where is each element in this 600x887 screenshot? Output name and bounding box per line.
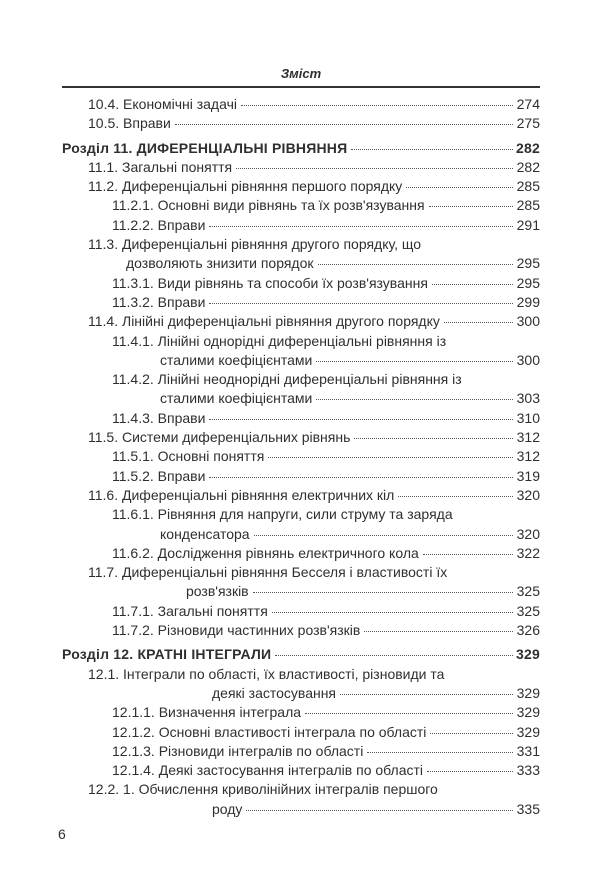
toc-page-number: 295	[516, 255, 540, 272]
toc-entry-title: Диференціальні рівняння Бесселя і властивості їх	[122, 564, 448, 581]
toc-entry-number: 11.4.1.	[112, 332, 154, 349]
toc-entry-title: Дослідження рівнянь електричного кола	[157, 544, 419, 561]
toc-page-number: 312	[516, 448, 540, 465]
toc-entry-number: 11.3.	[88, 236, 119, 253]
toc-entry-number: 11.2.2.	[112, 216, 154, 233]
toc-entry-title: Рівняння для напруги, сили струму та заряда	[157, 506, 453, 523]
toc-page-number: 329	[516, 723, 540, 740]
toc-entry-number: 11.6.	[88, 486, 119, 503]
toc-entry-number: 11.3.1.	[112, 274, 154, 291]
toc-entry-title-continuation: сталими коефіцієнтами	[160, 390, 313, 407]
toc-entry[interactable]	[62, 544, 540, 563]
toc-entry-continuation[interactable]	[62, 525, 540, 544]
toc-entry[interactable]	[62, 95, 540, 114]
toc-entry[interactable]	[62, 505, 540, 524]
dot-leader	[398, 496, 513, 497]
toc-entry-title: Основні поняття	[157, 448, 265, 465]
dot-leader	[254, 535, 513, 536]
toc-entry-title: Загальні поняття	[122, 158, 233, 175]
dot-leader	[253, 592, 513, 593]
toc-entry[interactable]	[62, 274, 540, 293]
toc-page-number: 325	[516, 602, 540, 619]
toc-entry-title: Різновиди частинних розв'язків	[157, 622, 361, 639]
toc-entry-title: Інтеграли по області, їх властивості, різновиди та	[123, 665, 445, 682]
header-rule	[62, 86, 540, 88]
toc-entry-number: 12.1.1.	[112, 704, 155, 721]
dot-leader	[351, 149, 513, 150]
toc-entry-title-continuation: розв'язків	[186, 583, 249, 600]
dot-leader	[272, 612, 513, 613]
dot-leader	[340, 694, 513, 695]
toc-entry[interactable]	[62, 216, 540, 235]
toc-page-number: 299	[516, 293, 540, 310]
toc-page-number: 319	[516, 467, 540, 484]
toc-entry-title: Різновиди інтегралів по області	[158, 742, 364, 759]
toc-entry-title: Основні види рівнянь та їх розв'язування	[157, 197, 425, 214]
toc-page-number: 333	[516, 762, 540, 779]
toc-entry-title: Види рівнянь та способи їх розв'язування	[157, 274, 428, 291]
dot-leader	[305, 713, 513, 714]
dot-leader	[241, 105, 513, 106]
toc-page-number: 285	[516, 197, 540, 214]
toc-entry-number: 11.3.2.	[112, 293, 154, 310]
toc-entry-title: Вправи	[123, 115, 171, 132]
toc-page-number: 320	[516, 525, 540, 542]
toc-entry-continuation[interactable]	[62, 684, 540, 703]
toc-page-number: 300	[516, 351, 540, 368]
toc-entry-title: Лінійні неоднорідні диференціальні рівняння із	[157, 371, 462, 388]
toc-entry-title: Диференціальні рівняння електричних кіл	[122, 486, 395, 503]
toc-chapter-entry[interactable]	[62, 139, 540, 158]
toc-page-number: 335	[516, 800, 540, 817]
dot-leader	[316, 399, 513, 400]
toc-entry[interactable]	[62, 742, 540, 761]
dot-leader	[354, 438, 513, 439]
toc-entry[interactable]	[62, 723, 540, 742]
toc-page-number: 322	[516, 544, 540, 561]
dot-leader	[209, 303, 513, 304]
toc-entry[interactable]	[62, 447, 540, 466]
toc-entry-number: 11.5.	[88, 429, 119, 446]
toc-page-number: 285	[516, 178, 540, 195]
toc-entry-continuation[interactable]	[62, 389, 540, 408]
toc-page-number: 326	[516, 622, 540, 639]
toc-entry-title: Економічні задачі	[123, 96, 237, 112]
toc-page-number: 295	[516, 274, 540, 291]
toc-page-number: 300	[516, 313, 540, 330]
toc-entry-title: ДИФЕРЕНЦІАЛЬНІ РІВНЯННЯ	[136, 139, 348, 156]
toc-page-number: 312	[516, 429, 540, 446]
toc-entry-number: 12.1.2.	[112, 723, 155, 740]
dot-leader	[209, 226, 513, 227]
toc-entry-number: 12.1.4.	[112, 762, 155, 779]
toc-page-number: 275	[516, 115, 540, 132]
toc-entry-number: 11.2.1.	[112, 197, 154, 214]
toc-page-number: 310	[516, 409, 540, 426]
toc-entry-number: 10.5.	[88, 115, 120, 132]
toc-entry-continuation[interactable]	[62, 582, 540, 601]
toc-entry-title-continuation: дозволяють знизити порядок	[126, 255, 314, 272]
toc-entry[interactable]	[62, 761, 540, 780]
toc-page-number: 329	[516, 684, 540, 701]
toc-page-number: 331	[516, 742, 540, 759]
dot-leader	[406, 187, 513, 188]
toc-entry[interactable]	[62, 665, 540, 684]
toc-entry-title-continuation: деякі застосування	[212, 684, 337, 701]
toc-entry-continuation[interactable]	[62, 800, 540, 819]
dot-leader	[429, 206, 513, 207]
dot-leader	[316, 361, 513, 362]
toc-entry[interactable]	[62, 780, 540, 799]
toc-entry-number: 11.6.1.	[112, 506, 154, 523]
toc-entry[interactable]	[62, 602, 540, 621]
toc-entry-number: 11.6.2.	[112, 544, 154, 561]
dot-leader	[423, 554, 513, 555]
toc-page-number: 303	[516, 390, 540, 407]
toc-entry-number: 11.5.1.	[112, 448, 154, 465]
toc-entry-title: Визначення інтеграла	[158, 704, 302, 721]
toc-entry-continuation[interactable]	[62, 254, 540, 273]
toc-entry-number: 11.5.2.	[112, 467, 154, 484]
toc-entry[interactable]	[62, 467, 540, 486]
toc-entry-title: Лінійні диференціальні рівняння другого порядку	[122, 313, 440, 330]
toc-entry[interactable]	[62, 621, 540, 640]
running-header: Зміст	[280, 66, 322, 81]
dot-leader	[246, 810, 513, 811]
dot-leader	[209, 477, 513, 478]
toc-page-number: 274	[516, 96, 540, 112]
toc-entry-number: 12.1.3.	[112, 742, 155, 759]
toc-entry-title: Диференціальні рівняння першого порядку	[122, 178, 403, 195]
toc-entry-title: Обчислення криволінійних інтегралів першого	[138, 781, 438, 798]
toc-entry[interactable]	[62, 158, 540, 177]
toc-entry[interactable]	[62, 409, 540, 428]
toc-page-number: 282	[516, 139, 540, 156]
toc-entry[interactable]	[62, 428, 540, 447]
toc-entry-number: 11.7.	[88, 564, 119, 581]
toc-page-number: 320	[516, 486, 540, 503]
dot-leader	[175, 124, 513, 125]
toc-entry-title: Вправи	[157, 467, 206, 484]
toc-page-number: 329	[516, 646, 540, 663]
toc-entry-number: 12.1.	[88, 665, 120, 682]
dot-leader	[367, 752, 513, 753]
toc-entry-title: Основні властивості інтеграла по області	[158, 723, 427, 740]
toc-entry-title: Лінійні однорідні диференціальні рівняння із	[157, 332, 447, 349]
toc-entry-title: КРАТНІ ІНТЕГРАЛИ	[137, 646, 272, 663]
toc-entry-number: Розділ 12.	[62, 646, 134, 663]
toc-entry[interactable]	[62, 293, 540, 312]
toc-entry-title-continuation: конденсатора	[160, 525, 250, 542]
toc-entry[interactable]	[62, 370, 540, 389]
toc-page-number: 329	[516, 704, 540, 721]
dot-leader	[427, 771, 513, 772]
toc-entry[interactable]	[62, 563, 540, 582]
toc-entry[interactable]	[62, 235, 540, 254]
toc-entry-title: Диференціальні рівняння другого порядку, що	[122, 236, 422, 253]
toc-entry-title: Вправи	[157, 216, 206, 233]
toc-entry[interactable]	[62, 114, 540, 133]
toc-entry-number: 11.2.	[88, 178, 119, 195]
toc-entry-number: 11.1.	[88, 158, 119, 175]
toc-entry[interactable]	[62, 703, 540, 722]
dot-leader	[236, 168, 513, 169]
dot-leader	[209, 419, 513, 420]
toc-entry[interactable]	[62, 196, 540, 215]
page-number: 6	[58, 826, 66, 842]
toc-entry-number: 11.4.	[88, 313, 119, 330]
toc-entry[interactable]	[62, 486, 540, 505]
toc-entry[interactable]	[62, 177, 540, 196]
dot-leader	[275, 655, 513, 656]
table-of-contents	[62, 95, 540, 819]
toc-entry-number: 10.4.	[88, 96, 120, 112]
toc-entry[interactable]	[62, 312, 540, 331]
toc-entry-number: 11.7.2.	[112, 622, 154, 639]
dot-leader	[268, 457, 513, 458]
toc-page-number: 282	[516, 158, 540, 175]
toc-entry-title-continuation: сталими коефіцієнтами	[160, 351, 313, 368]
toc-page-number: 325	[516, 583, 540, 600]
dot-leader	[432, 284, 513, 285]
toc-entry-continuation[interactable]	[62, 351, 540, 370]
toc-entry-title-continuation: роду	[212, 800, 243, 817]
dot-leader	[444, 322, 513, 323]
dot-leader	[364, 631, 513, 632]
toc-entry-title: Системи диференціальних рівнянь	[122, 429, 351, 446]
dot-leader	[430, 733, 513, 734]
toc-entry-number: 11.4.2.	[112, 371, 154, 388]
toc-entry-title: Вправи	[157, 409, 206, 426]
toc-entry-number: 11.7.1.	[112, 602, 154, 619]
toc-chapter-entry[interactable]	[62, 645, 540, 664]
toc-entry-title: Загальні поняття	[157, 602, 268, 619]
toc-entry[interactable]	[62, 332, 540, 351]
toc-entry-title: Деякі застосування інтегралів по області	[158, 762, 424, 779]
dot-leader	[318, 264, 513, 265]
toc-entry-number: Розділ 11.	[62, 139, 133, 156]
toc-entry-number: 12.2. 1.	[88, 781, 135, 798]
toc-page-number: 291	[516, 216, 540, 233]
toc-entry-title: Вправи	[157, 293, 206, 310]
toc-entry-number: 11.4.3.	[112, 409, 154, 426]
